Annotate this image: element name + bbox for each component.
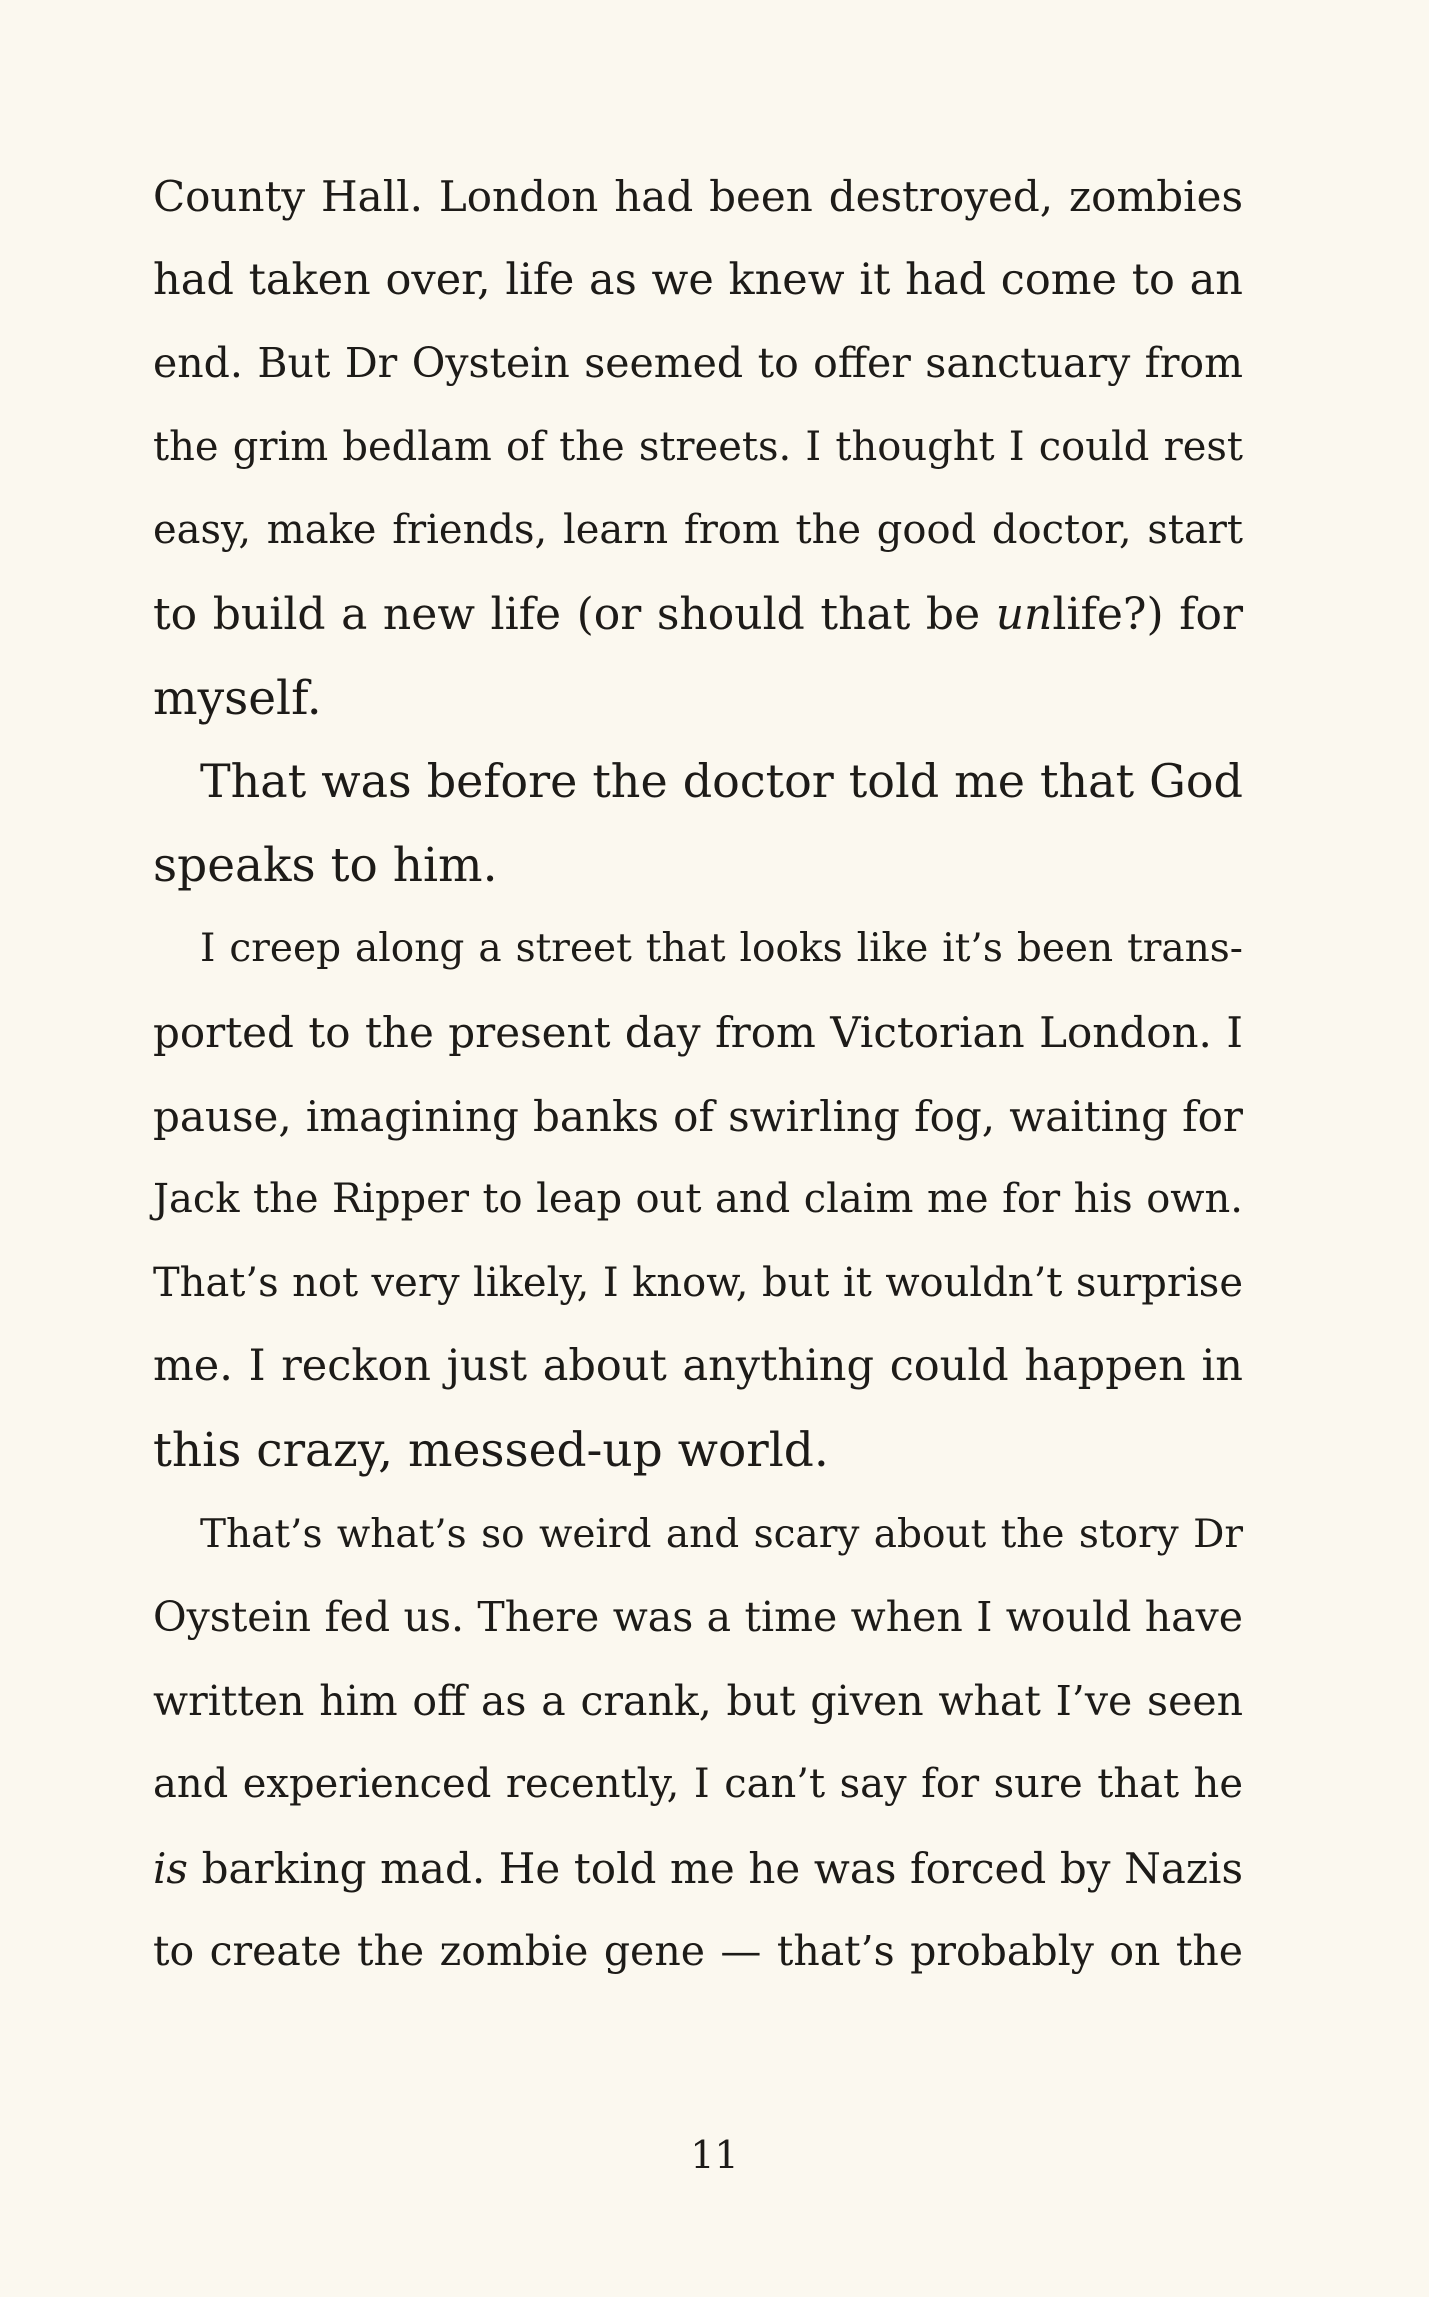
text-line: written him off as a crank, but given what I’ve seen [153,1676,1243,1725]
text-line: That’s not very likely, I know, but it wouldn’t surprise [153,1259,1243,1306]
text-line: the grim bedlam of the streets. I thought I could rest [153,423,1243,470]
text-line: end. But Dr Oystein seemed to offer sanctuary from [153,339,1243,388]
text-span: barking mad. He told me he was forced by Nazis [188,1843,1243,1893]
page-number: 11 [690,2133,739,2177]
text-line: County Hall. London had been destroyed, zombies [153,172,1243,221]
paragraph-first-line: That’s what’s so weird and scary about the story Dr [200,1511,1243,1557]
body-text [153,155,1243,1994]
text-line: Oystein fed us. There was a time when I would have [153,1593,1243,1642]
text-line [153,1827,1243,1911]
text-line [153,573,1243,657]
text-line: Jack the Ripper to leap out and claim me for his own. [153,1176,1243,1223]
text-line: pause, imagining banks of swirling fog, waiting for [153,1091,1243,1141]
text-line: me. I reckon just about anything could happen in [153,1341,1243,1392]
text-span: life?) for [1052,588,1243,640]
text-span: to build a new life (or should that be [153,588,996,640]
text-line: ported to the present day from Victorian London. I [153,1007,1243,1057]
paragraph-first-line: That was before the doctor told me that God [200,754,1243,809]
text-line: myself. [153,670,322,726]
text-line: and experienced recently, I can’t say for sure that he [153,1761,1243,1808]
text-line: speaks to him. [153,837,498,893]
text-line: to create the zombie gene — that’s probably on the [153,1927,1243,1976]
italic-text: un [995,588,1053,640]
paragraph-first-line: I creep along a street that looks like it’s been trans- [200,926,1243,972]
text-line: this crazy, messed-up world. [153,1422,829,1478]
text-line: easy, make friends, learn from the good doctor, start [153,507,1243,554]
text-line: had taken over, life as we knew it had come to an [153,254,1243,305]
italic-text: is [153,1843,188,1893]
